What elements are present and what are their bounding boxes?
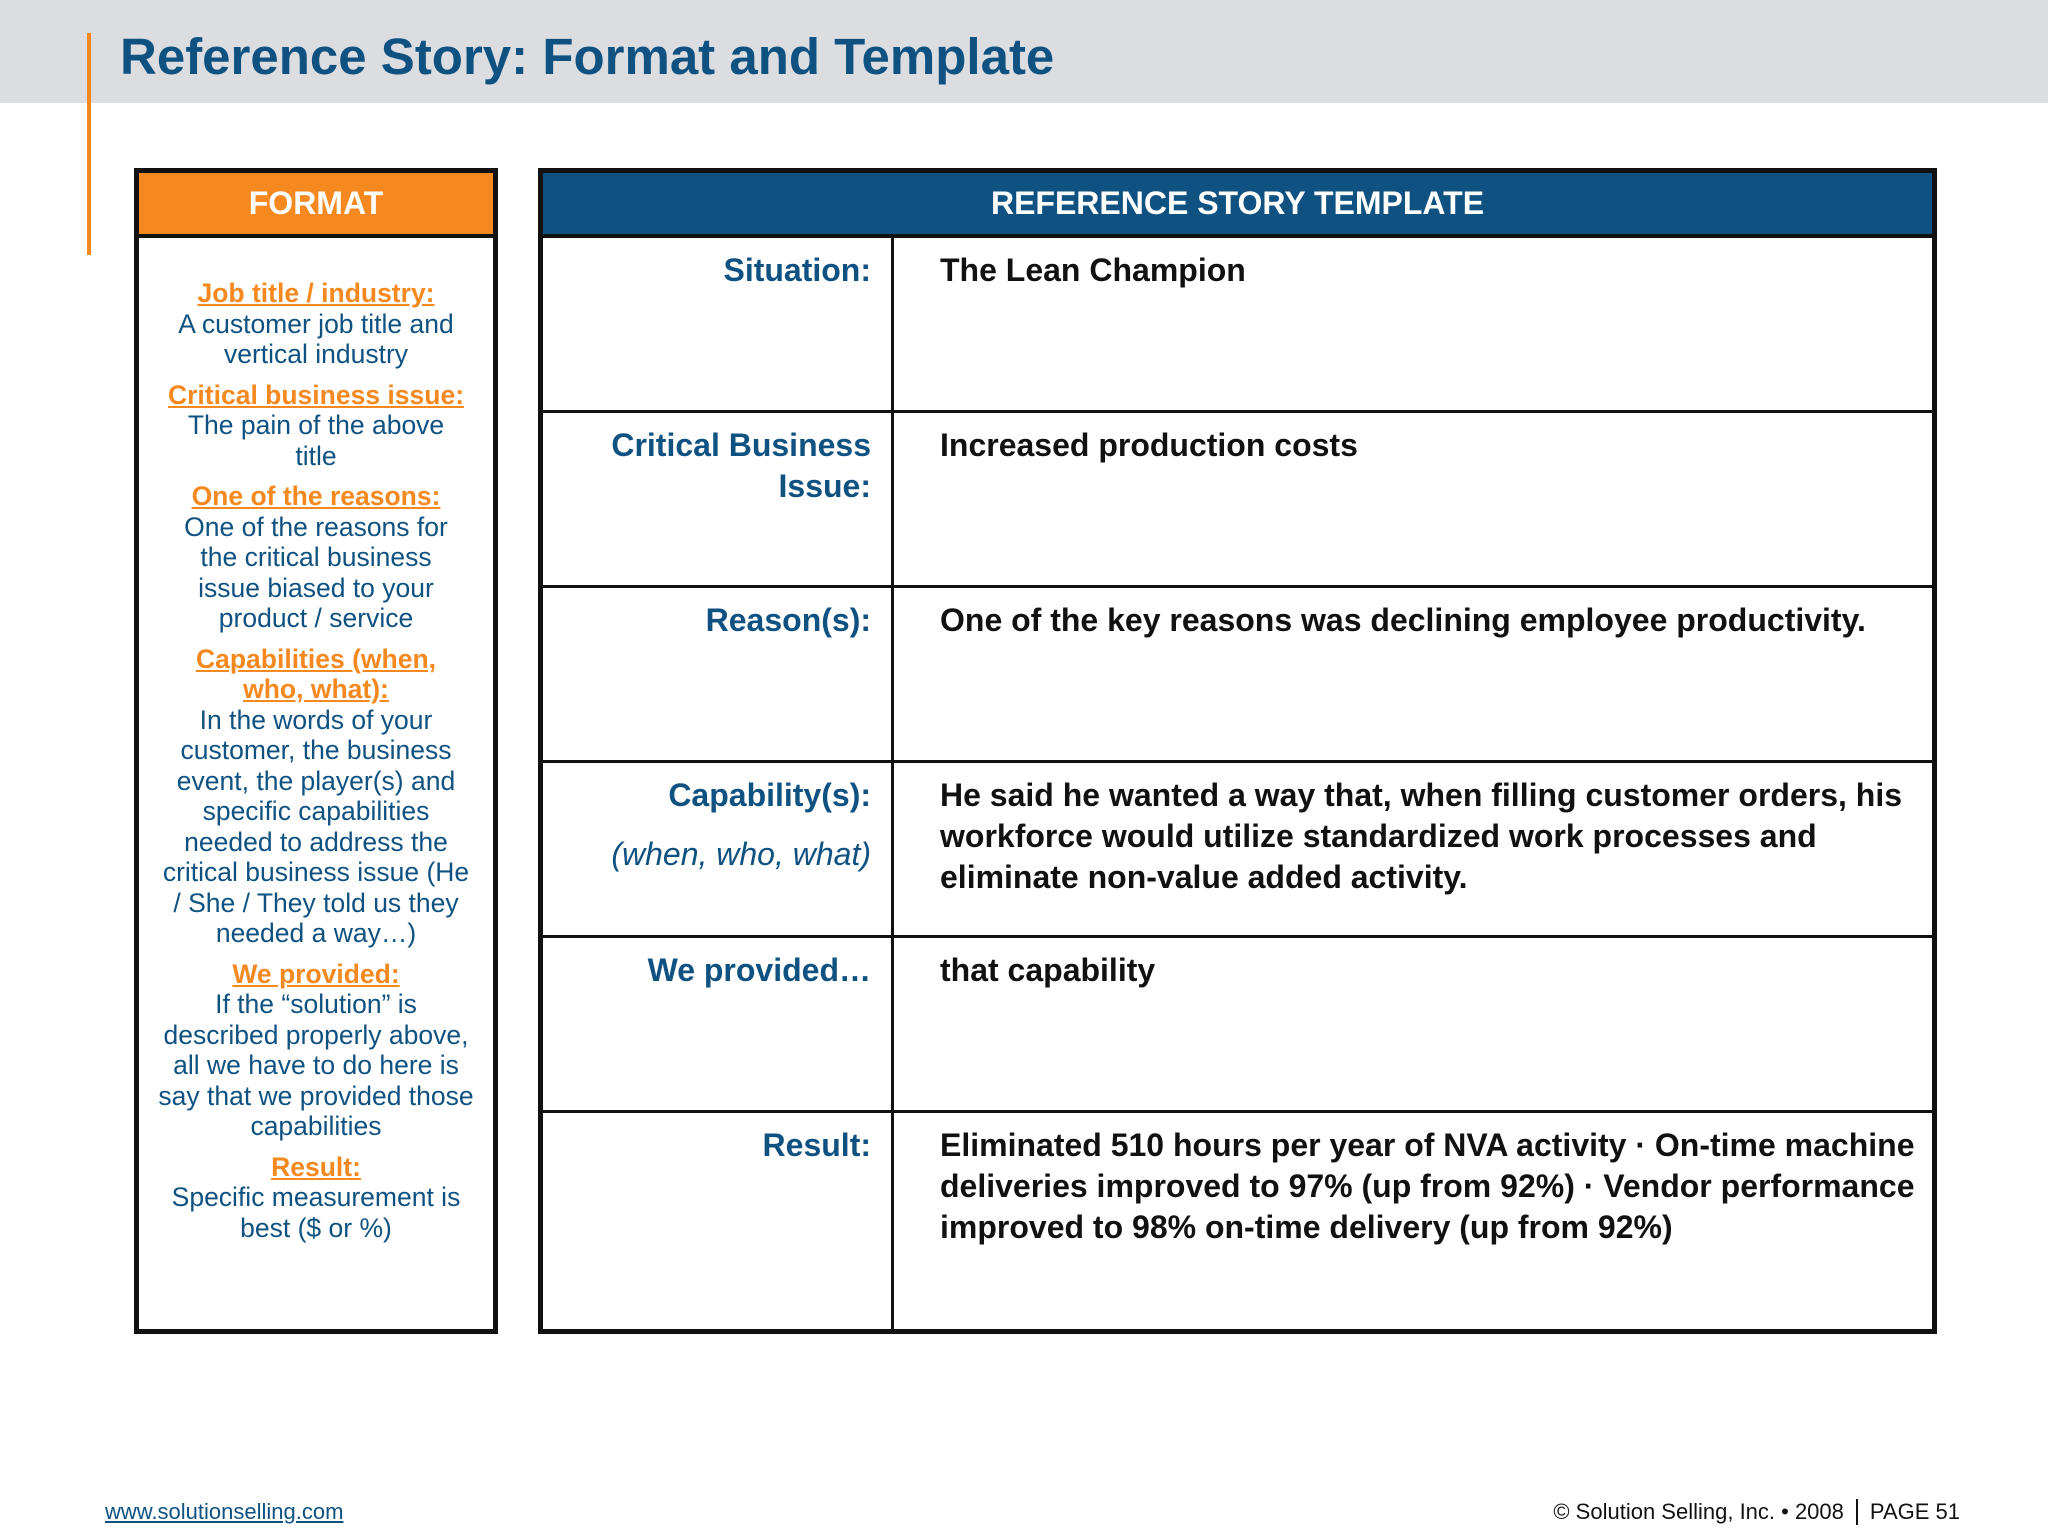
format-body bbox=[139, 238, 493, 1243]
row-label-text: Result: bbox=[762, 1127, 871, 1163]
footer-page-number: PAGE 51 bbox=[1869, 1499, 1960, 1524]
format-item-desc: Specific measurement is best ($ or %) bbox=[171, 1182, 461, 1243]
format-panel bbox=[134, 168, 498, 1334]
footer-right bbox=[1553, 1499, 1960, 1525]
format-item-title: Critical business issue: bbox=[167, 379, 465, 410]
row-label-text: Reason(s): bbox=[705, 602, 871, 638]
format-item-title: Result: bbox=[271, 1151, 361, 1182]
format-item-title: We provided: bbox=[232, 958, 400, 989]
format-item-result bbox=[139, 1152, 493, 1244]
template-row-critical-business-issue bbox=[543, 413, 1932, 588]
format-item-desc: One of the reasons for the critical business issue biased to your product / service bbox=[184, 511, 448, 633]
template-row-situation bbox=[543, 238, 1932, 413]
row-value: that capability bbox=[940, 952, 1156, 988]
row-label bbox=[543, 588, 894, 760]
row-label-text: We provided… bbox=[647, 952, 871, 988]
row-value: One of the key reasons was declining employee productivity. bbox=[940, 602, 1866, 638]
row-label bbox=[543, 938, 894, 1110]
row-label-text: Situation: bbox=[723, 252, 871, 288]
format-item-capabilities bbox=[139, 644, 493, 949]
footer-separator bbox=[1856, 1499, 1858, 1525]
row-label bbox=[543, 238, 894, 410]
row-value: The Lean Champion bbox=[940, 252, 1246, 288]
row-value: Eliminated 510 hours per year of NVA activity · On-time machine deliveries improved to 97% (up from 92%) · Vendor performance improved to 98% on-time delivery (up from 92%) bbox=[940, 1127, 1915, 1245]
accent-line bbox=[87, 33, 91, 255]
row-value: Increased production costs bbox=[940, 427, 1358, 463]
template-row-we-provided bbox=[543, 938, 1932, 1113]
format-item-desc: If the “solution” is described properly above, all we have to do here is say that we provided those capabilities bbox=[158, 989, 474, 1141]
page-title: Reference Story: Format and Template bbox=[120, 28, 1055, 85]
format-item-title: Job title / industry: bbox=[197, 278, 435, 308]
format-item-job-title bbox=[139, 278, 493, 370]
footer-copyright: © Solution Selling, Inc. • 2008 bbox=[1553, 1499, 1844, 1524]
format-item-reasons bbox=[139, 481, 493, 634]
format-item-desc: In the words of your customer, the business event, the player(s) and specific capabilities needed to address the critical business issue (He / She / They told us they needed a way…) bbox=[162, 704, 470, 948]
row-label bbox=[543, 413, 894, 585]
row-label-text: Critical Business Issue: bbox=[611, 427, 871, 504]
template-row-capabilities bbox=[543, 763, 1932, 938]
row-label bbox=[543, 763, 894, 935]
template-panel bbox=[538, 168, 1937, 1334]
row-label-text: Capability(s): bbox=[668, 777, 871, 813]
format-item-we-provided bbox=[139, 959, 493, 1142]
format-item-desc: The pain of the above title bbox=[187, 410, 445, 471]
format-item-title: One of the reasons: bbox=[191, 481, 441, 511]
format-item-desc: A customer job title and vertical industry bbox=[178, 308, 454, 369]
template-heading: REFERENCE STORY TEMPLATE bbox=[543, 173, 1932, 238]
row-value: He said he wanted a way that, when filling customer orders, his workforce would utilize standardized work processes and eliminate non-value added activity. bbox=[940, 777, 1902, 895]
format-heading: FORMAT bbox=[139, 173, 493, 238]
footer-url-link[interactable]: www.solutionselling.com bbox=[105, 1499, 344, 1524]
format-item-critical-business-issue bbox=[139, 380, 493, 472]
row-sublabel: (when, who, what) bbox=[611, 836, 871, 872]
row-label bbox=[543, 1113, 894, 1329]
format-item-title: Capabilities (when, who, what): bbox=[195, 643, 436, 704]
template-row-reasons bbox=[543, 588, 1932, 763]
template-row-result bbox=[543, 1113, 1932, 1329]
